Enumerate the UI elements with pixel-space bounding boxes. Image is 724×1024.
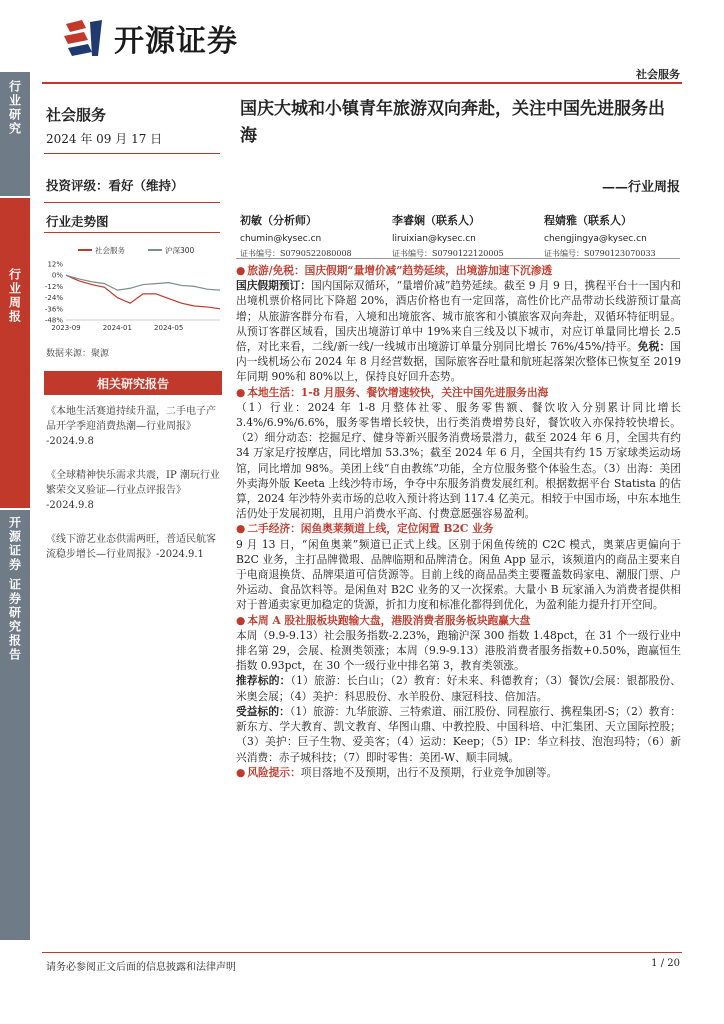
y-tick-label-3: -24%	[44, 294, 63, 303]
section-heading-local-life: ● 本地生活：1-8 月服务、餐饮增速较快，关注中国先进服务出海	[236, 385, 681, 400]
logo-icon	[62, 18, 106, 58]
trend-title: 行业走势图	[46, 214, 109, 229]
x-tick-label-0: 2023-09	[51, 324, 81, 332]
author-2	[392, 212, 504, 259]
side-strip-bottom	[0, 510, 30, 940]
text-recommended: （1）旅游：长白山；（2）教育：好未来、科德教育；（3）餐饮/会展：银都股份、米奥会展；（4）美护：科思股份、水羊股份、康冠科技、倍加洁。	[236, 674, 681, 703]
related-report-3[interactable]	[46, 532, 222, 562]
author-1	[240, 212, 352, 259]
paragraph-second-hand: 9 月 13 日，“闲鱼奥莱”频道已正式上线。区别于闲鱼传统的 C2C 模式，奥莱店更偏向于 B2C 业务，主打品牌微瑕、品牌临期和品牌清仓。闲鱼 App 显示，该频道内的商品主要来自于电商退换货、品牌渠道可信货源等。目前上线的商品品类主要覆盖数码家电、潮服门票、户外运动、食品饮料等。是闲鱼对 B2C 业务的又一次探索。大量小 B 玩家涌入为消费者提供相对于普通卖家更加稳定的货源，折扣力度和标准化都得到优化，为盈利能力提升打开空间。	[236, 537, 681, 612]
author-3	[544, 212, 656, 259]
side-strip-middle-label: 行业周报	[7, 268, 22, 324]
y-tick-label-0: 12%	[47, 260, 63, 269]
section-heading-tourism: ● 旅游/免税：国庆假期“量增价减”趋势延续，出境游加速下沉渗透	[236, 263, 681, 278]
side-strip-middle	[0, 198, 30, 508]
footer-divider	[42, 952, 682, 953]
text-risk: 项目落地不及预期，出行不及预期，行业竞争加剧等。	[300, 765, 558, 779]
data-source: 数据来源：聚源	[46, 349, 110, 359]
paragraph-market: 本周（9.9-9.13）社会服务指数-2.23%，跑输沪深 300 指数 1.48pct，在 31 个一级行业中排名第 29，会展、检测类领涨；本周（9.9-9.13）港股消费者服务指数+0.50%，跑赢恒生指数 0.93pct，在 30 个一级行业中排名第 3，教育类领涨。	[236, 628, 681, 673]
side-strip-top-label: 行业研究	[7, 80, 22, 136]
side-strip-bottom-label: 开源证券 证券研究报告	[7, 516, 22, 663]
author-2-name: 李睿娴（联系人）	[392, 214, 480, 227]
header-divider	[42, 82, 682, 84]
author-divider	[236, 258, 680, 259]
report-date: 2024 年 09 月 17 日	[46, 132, 163, 146]
y-tick-label-4: -36%	[44, 305, 63, 314]
related-report-3-date: -2024.9.1	[156, 549, 204, 560]
report-body	[236, 263, 681, 780]
left-divider-3	[44, 232, 220, 233]
related-report-3-text: 《线下游艺业态供需两旺，普适民航客流稳步增长—行业周报》	[46, 534, 216, 560]
author-1-cert: 证书编号：S0790522080008	[240, 249, 352, 258]
related-report-2-text: 《全球精神快乐需求共震，IP 潮玩行业繁荣交叉验证—行业点评报告》	[46, 470, 220, 496]
related-reports-title: 相关研究报告	[44, 371, 222, 395]
related-report-1-date: -2024.9.8	[46, 436, 94, 447]
left-divider-2	[44, 202, 220, 203]
author-3-name: 程婧雅（联系人）	[544, 214, 632, 227]
series-line-0	[66, 275, 220, 309]
text-holiday-booking: 国内国际双循环，“量增价减”趋势延续。截至 9 月 9 日，携程平台十一国内和出境机票价格同比下降超 20%，酒店价格也有一定回落，高性价比产品带动长线游预订量高增；从旅游客群分布看，入境和出境旅客、城市旅客和小镇旅客双向奔赴，双循环特征明显。从预订客群区域看，国庆出境游订单中 19%来自三线及以下城市，对应订单量同比增长 2.5 倍，对比来看，二线/新一线/一线城市出境游订单量分别同比增长 76%/45%/持平。	[236, 279, 681, 354]
lead-duty-free: 免税：	[637, 340, 671, 354]
related-report-1-text: 《本地生活赛道持续升温，二手电子产品开学季迎消费热潮—行业周报》	[46, 406, 216, 432]
y-tick-label-5: -48%	[44, 316, 63, 325]
y-tick-label-2: -12%	[44, 282, 63, 291]
header-category: 社会服务	[636, 68, 680, 81]
lead-recommended: 推荐标的：	[236, 674, 291, 688]
footer-disclaimer: 请务必参阅正文后面的信息披露和法律声明	[46, 962, 236, 973]
author-1-email[interactable]: chumin@kysec.cn	[240, 234, 322, 244]
paragraph-tourism	[236, 278, 681, 384]
author-3-email[interactable]: chengjingya@kysec.cn	[544, 234, 647, 244]
related-report-2-date: -2024.9.8	[46, 500, 94, 511]
paragraph-risk	[236, 765, 681, 780]
report-title: 国庆大城和小镇青年旅游双向奔赴，关注中国先进服务出海	[240, 99, 665, 146]
company-name: 开源证券	[114, 24, 238, 59]
section-heading-second-hand: ● 二手经济：闲鱼奥莱频道上线，定位闲置 B2C 业务	[236, 521, 681, 536]
sector-name: 社会服务	[46, 106, 107, 124]
y-tick-label-1: 0%	[51, 271, 63, 280]
related-report-2[interactable]	[46, 468, 222, 513]
page-number: 1 / 20	[651, 958, 680, 969]
paragraph-beneficiaries	[236, 704, 681, 765]
text-beneficiaries: （1）旅游：九华旅游、三特索道、丽江股份、同程旅行、携程集团-S；（2）教育：新东方、学大教育、凯文教育、华图山鼎、中教控股、中国科培、中汇集团、天立国际控股；（3）美护：巨子生物、爱美客；（4）运动：Keep；（5）IP：华立科技、泡泡玛特；（6）新兴消费：赤子城科技；（7）即时零售：美团-W、顺丰同城。	[236, 704, 681, 764]
paragraph-recommended	[236, 673, 681, 703]
lead-beneficiaries: 受益标的：	[236, 704, 290, 718]
text-duty-free: 国内一线机场公布 2024 年 8 月经营数据，国际旅客吞吐量和航班起落架次整体已恢复至 2019 年同期 90%和 80%以上，保持良好回升态势。	[236, 340, 681, 384]
x-tick-label-1: 2024-01	[102, 324, 132, 332]
author-2-cert: 证书编号：S0790122120005	[392, 249, 504, 258]
paragraph-local-life: （1）行业：2024 年 1-8 月整体社零、服务零售额、餐饮收入分别累计同比增长 3.4%/6.9%/6.6%，服务零售增长较快，出行类消费增势良好，餐饮收入亦保持较快增长。（2）细分动态：挖掘足疗、健身等新兴服务消费场景潜力，截至 2024 年 6 月，全国共有约 34 万家足疗按摩店，同比增加 53.3%；截至 2024 年 6 月，全国共有约 15 万家球类运动场馆，同比增加 98%。美团上线“自由教练”功能，全方位服务整个体验生态。（3）出海：美团外卖海外版 Keeta 上线沙特市场，争夺中东服务消费发展红利。根据数据平台 Statista 的估算，2024 年沙特外卖市场的总收入预计将达到 117.4 亿美元。相较于中国市场，中东本地生活仍处于发展初期，且用户消费水平高、付费意愿强容易盈利。	[236, 400, 681, 521]
series-line-1	[66, 275, 220, 290]
lead-holiday-booking: 国庆假期预订：	[236, 279, 311, 293]
related-report-1[interactable]	[46, 404, 222, 449]
author-3-cert: 证书编号：S0790123070033	[544, 249, 656, 258]
company-logo	[62, 16, 282, 60]
legend-label-1: 沪深300	[165, 246, 195, 255]
legend-label-0: 社会服务	[95, 246, 125, 255]
x-tick-label-2: 2024-05	[154, 324, 184, 332]
trend-chart	[40, 242, 224, 342]
side-strip-top	[0, 72, 30, 196]
author-2-email[interactable]: liruixian@kysec.cn	[392, 234, 476, 244]
left-divider-1	[44, 153, 220, 154]
investment-rating: 投资评级：看好（维持）	[46, 178, 184, 193]
report-type: ——行业周报	[601, 180, 680, 195]
section-heading-risk: ● 风险提示：	[236, 766, 301, 779]
section-heading-market: ● 本周 A 股社服板块跑输大盘，港股消费者服务板块跑赢大盘	[236, 613, 681, 628]
author-1-name: 初敏（分析师）	[240, 214, 317, 227]
